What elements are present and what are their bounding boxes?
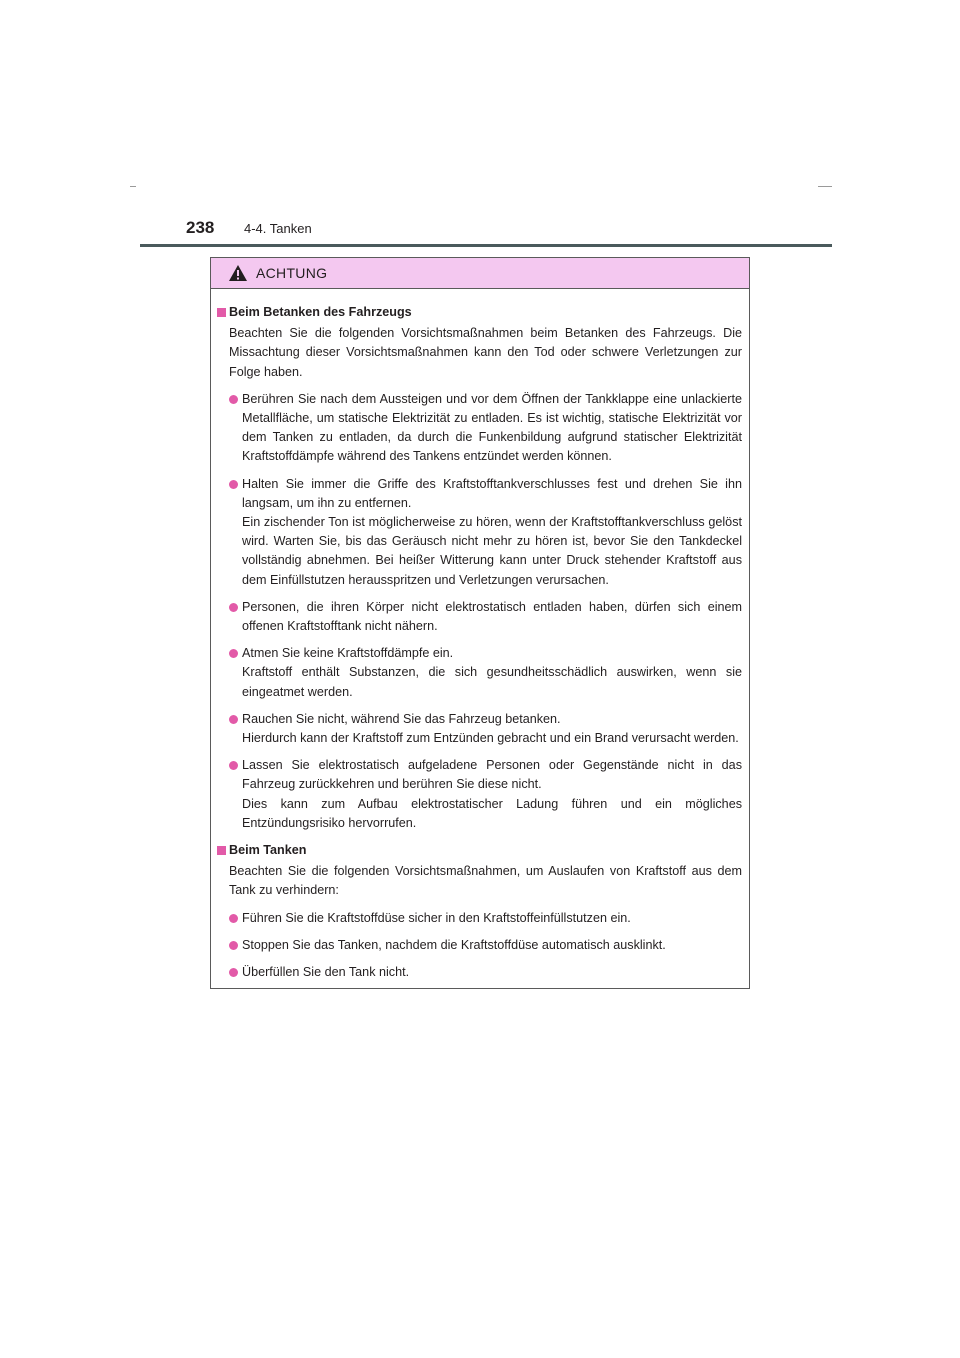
circle-bullet-icon: [229, 480, 238, 489]
warning-triangle-icon: [228, 264, 248, 282]
list-item: [217, 756, 742, 833]
circle-bullet-icon: [229, 968, 238, 977]
list-item-text: Personen, die ihren Körper nicht elektrostatisch entladen haben, dürfen sich einem offenen Kraftstofftank nicht nähern.: [242, 599, 742, 634]
list-item-text: Überfüllen Sie den Tank nicht.: [242, 965, 410, 980]
list-item: [217, 644, 742, 702]
list-item: [217, 710, 742, 748]
section-heading-text: Beim Tanken: [229, 843, 307, 858]
list-item-text: Kraftstoff enthält Substanzen, die sich gesundheitsschädlich auswirken, wenn sie eingeatmet werden.: [242, 665, 742, 699]
crop-mark-left: [130, 186, 136, 187]
page-number: 238: [186, 218, 215, 237]
list-item: [217, 909, 742, 928]
list-item-text: Ein zischender Ton ist möglicherweise zu hören, wenn der Kraftstofftankverschluss gelöst wird. Warten Sie, bis das Geräusch nicht mehr zu hören ist, bevor Sie den Tankdeckel vollständig abnehmen. Bei heißer Witterung kann unter Druck stehender Kraftstoff aus dem Einfüllstutzen herausspritzen und Verletzungen verursachen.: [242, 515, 742, 587]
warning-box-content: [211, 289, 749, 982]
list-item: [217, 475, 742, 590]
list-item-text: Atmen Sie keine Kraftstoffdämpfe ein.: [242, 646, 454, 661]
list-item-text: Lassen Sie elektrostatisch aufgeladene Personen oder Gegenstände nicht in das Fahrzeug zurückkehren und berühren Sie diese nicht.: [242, 758, 742, 792]
square-bullet-icon: [217, 846, 226, 855]
circle-bullet-icon: [229, 941, 238, 950]
list-item: [217, 963, 742, 982]
section-heading: [217, 303, 742, 322]
warning-box: [210, 257, 750, 989]
circle-bullet-icon: [229, 715, 238, 724]
list-item-text: Halten Sie immer die Griffe des Kraftstofftankverschlusses fest und drehen Sie ihn langsam, um ihn zu entfernen.: [242, 476, 742, 510]
circle-bullet-icon: [229, 603, 238, 612]
crop-mark-right: [818, 186, 832, 187]
warning-box-header: [211, 258, 749, 289]
header-rule: [140, 244, 832, 247]
section-heading-text: Beim Betanken des Fahrzeugs: [229, 305, 412, 319]
section-intro: Beachten Sie die folgenden Vorsichtsmaßnahmen beim Betanken des Fahrzeugs. Die Missachtung dieser Vorsichtsmaßnahmen kann den Tod oder schwere Verletzungen zur Folge haben.: [229, 326, 742, 379]
circle-bullet-icon: [229, 914, 238, 923]
list-item-text: Stoppen Sie das Tanken, nachdem die Kraftstoffdüse automatisch ausklinkt.: [242, 937, 666, 952]
circle-bullet-icon: [229, 395, 238, 404]
circle-bullet-icon: [229, 761, 238, 770]
warning-box-title: ACHTUNG: [256, 265, 328, 281]
list-item: [217, 598, 742, 636]
list-item-text: Führen Sie die Kraftstoffdüse sicher in den Kraftstoffeinfüllstutzen ein.: [242, 910, 631, 925]
list-item-text: Hierdurch kann der Kraftstoff zum Entzünden gebracht und ein Brand verursacht werden.: [242, 731, 739, 746]
square-bullet-icon: [217, 308, 226, 317]
section-heading: [217, 841, 742, 860]
list-item: [217, 390, 742, 467]
section-intro: Beachten Sie die folgenden Vorsichtsmaßnahmen, um Auslaufen von Kraftstoff aus dem Tank zu verhindern:: [229, 864, 742, 898]
section-title: 4-4. Tanken: [244, 221, 312, 236]
list-item-text: Berühren Sie nach dem Aussteigen und vor dem Öffnen der Tankklappe eine unlackierte Metallfläche, um statische Elektrizität zu entladen. Es ist wichtig, statische Elektrizität vor dem Tanken zu entladen, da durch die Funkenbildung aufgrund statischer Elektrizität Kraftstoffdämpfe während des Tankens entzündet werden können.: [242, 391, 742, 464]
list-item: [217, 936, 742, 955]
list-item-text: Dies kann zum Aufbau elektrostatischer Ladung führen und ein mögliches Entzündungsrisiko hervorrufen.: [242, 796, 742, 830]
circle-bullet-icon: [229, 649, 238, 658]
list-item-text: Rauchen Sie nicht, während Sie das Fahrzeug betanken.: [242, 711, 561, 726]
